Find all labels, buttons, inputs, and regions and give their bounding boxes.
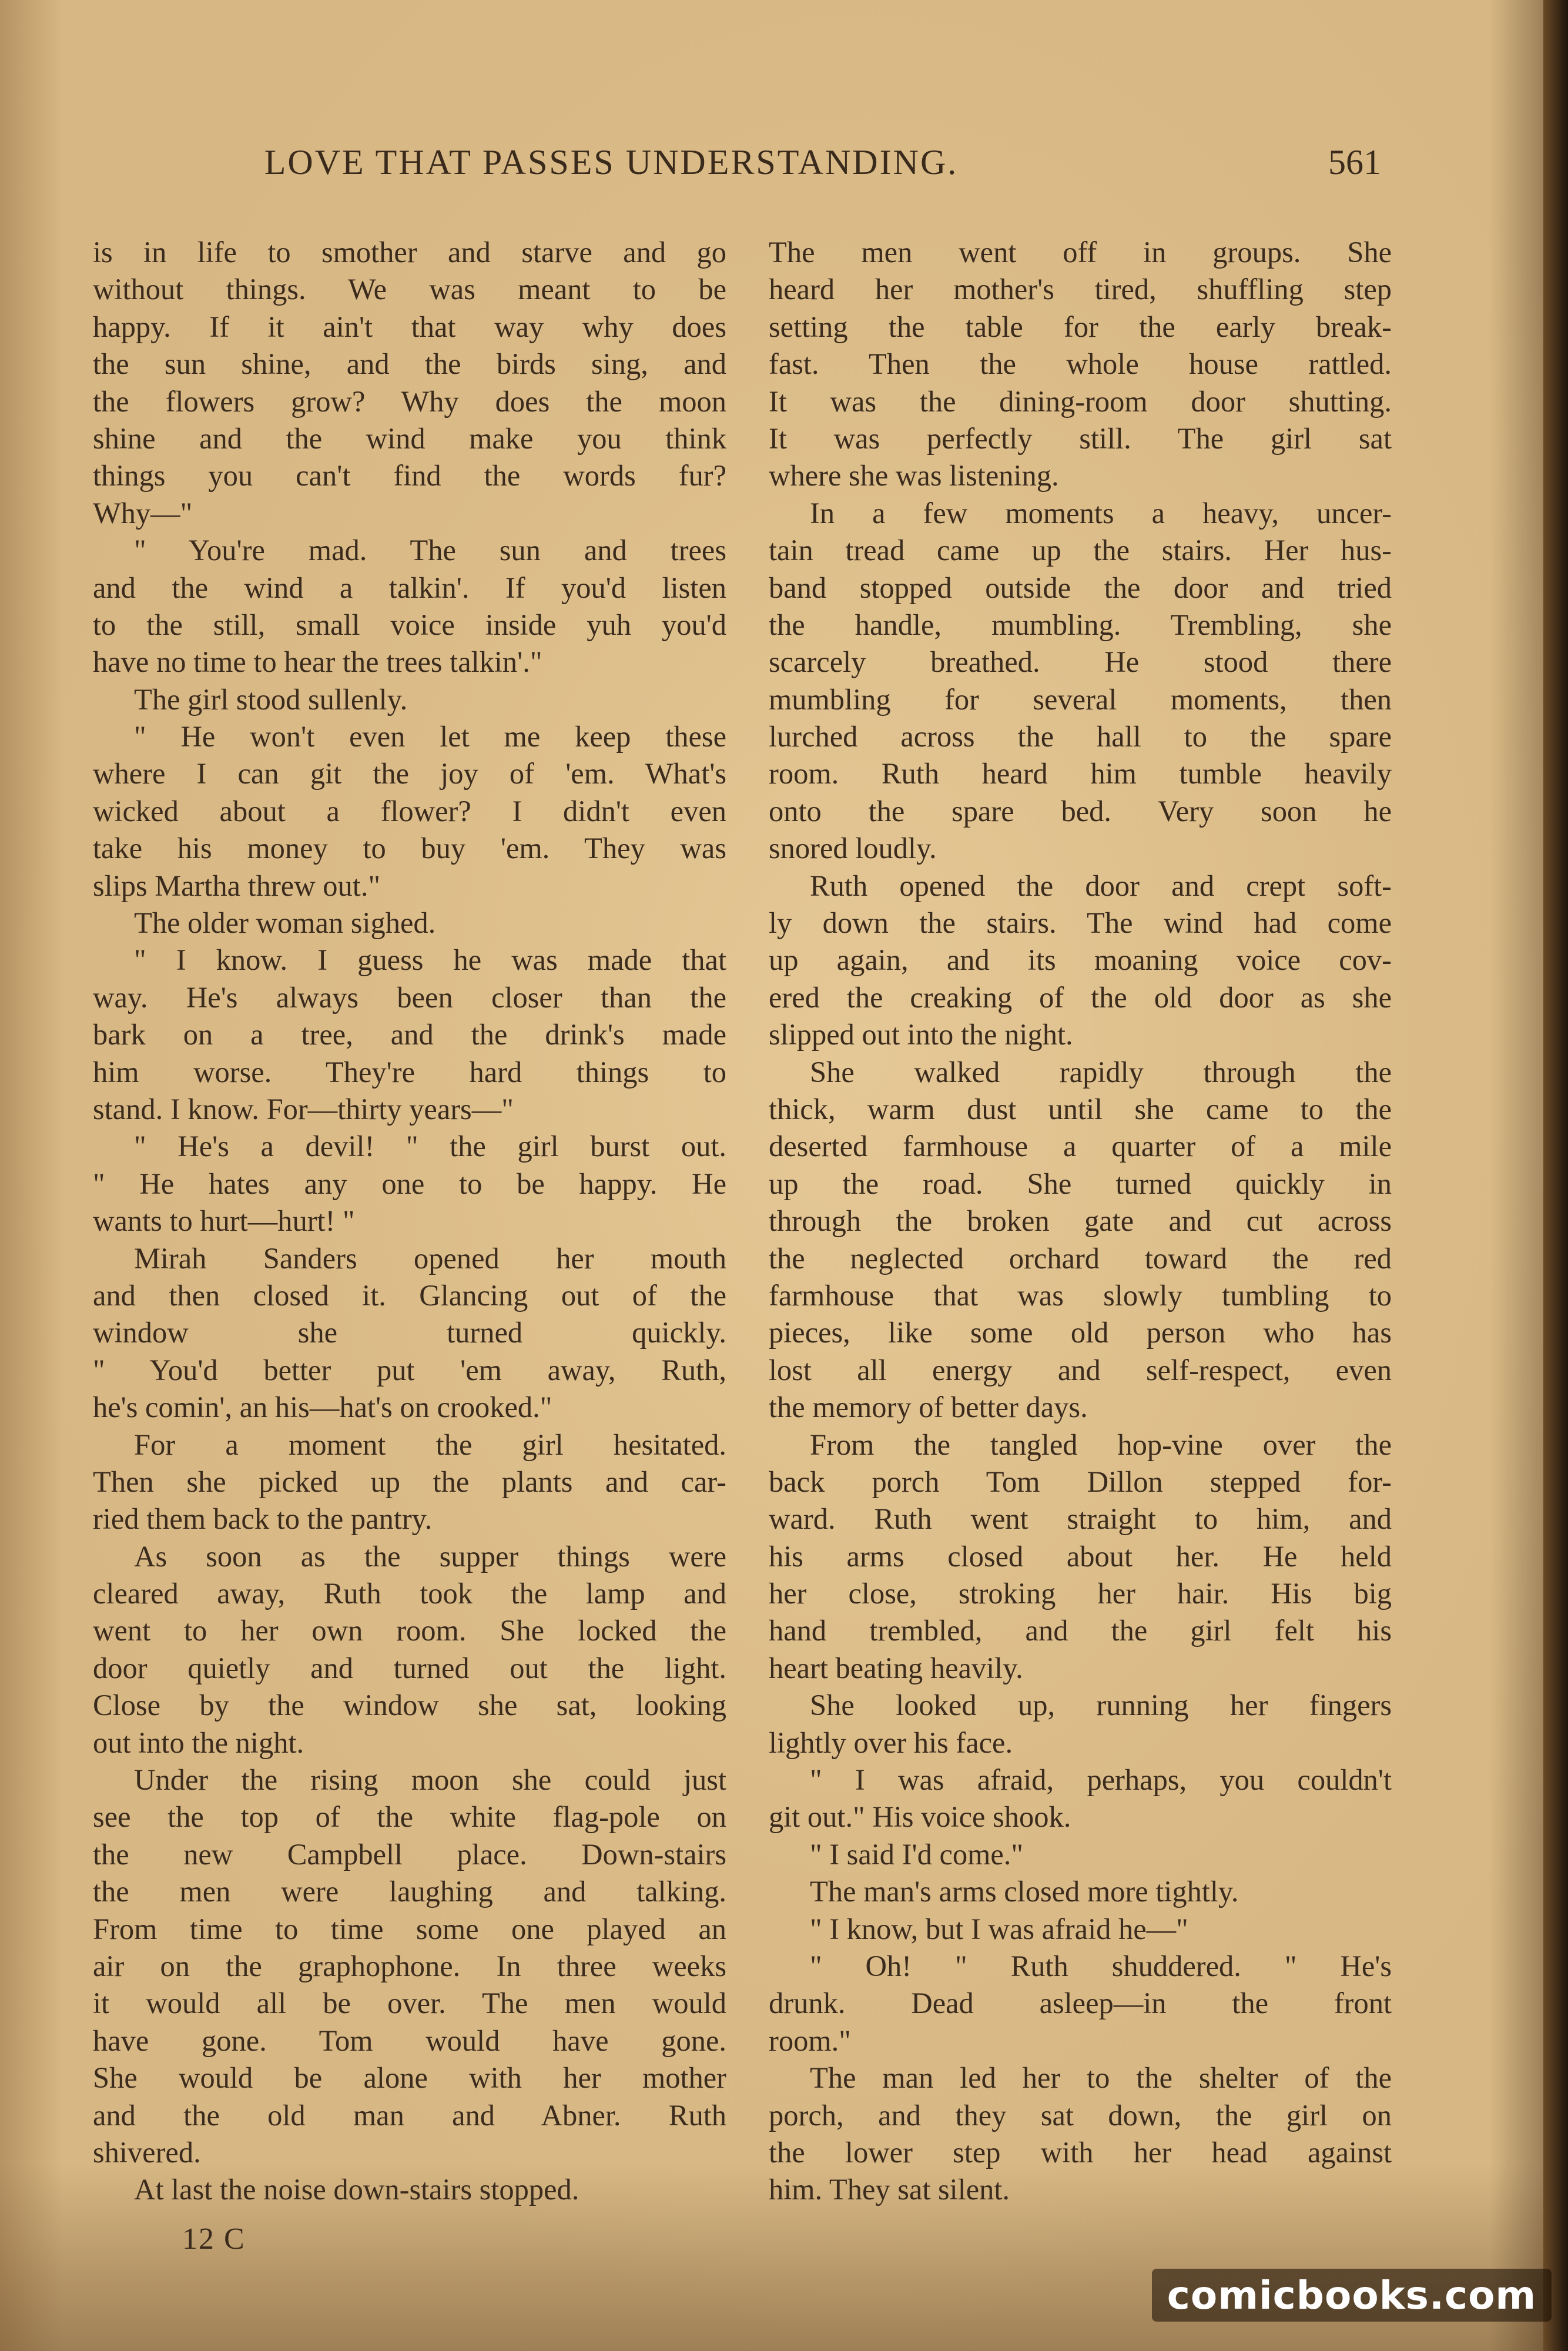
text-line: " You're mad. The sun and trees <box>134 534 726 567</box>
text-line: the men were laughing and talking. <box>93 1875 726 1908</box>
text-line: slipped out into the night. <box>769 1018 1073 1051</box>
text-line: farmhouse that was slowly tumbling to <box>769 1278 1392 1312</box>
text-line: through the broken gate and cut across <box>769 1204 1392 1238</box>
text-line: the handle, mumbling. Trembling, she <box>769 608 1392 641</box>
text-line: As soon as the supper things were <box>134 1539 726 1573</box>
text-line: bark on a tree, and the drink's made <box>93 1018 726 1051</box>
text-line: setting the table for the early break- <box>769 310 1392 343</box>
right-text-column <box>769 234 1392 2209</box>
text-line: ried them back to the pantry. <box>93 1502 433 1536</box>
text-line: " I know. I guess he was made that <box>134 943 726 977</box>
text-line: pieces, like some old person who has <box>769 1316 1392 1349</box>
text-line: up the road. She turned quickly in <box>769 1167 1392 1200</box>
text-line: way. He's always been closer than the <box>93 980 726 1014</box>
text-line: and then closed it. Glancing out of the <box>93 1278 726 1312</box>
text-line: heart beating heavily. <box>769 1651 1023 1684</box>
text-line: the flowers grow? Why does the moon <box>93 384 726 418</box>
text-line: deserted farmhouse a quarter of a mile <box>769 1130 1392 1163</box>
text-line: drunk. Dead asleep—in the front <box>769 1987 1392 2020</box>
text-line: have gone. Tom would have gone. <box>93 2024 726 2057</box>
text-line: thick, warm dust until she came to the <box>769 1092 1392 1126</box>
text-line: She looked up, running her fingers <box>810 1689 1392 1722</box>
text-line: band stopped outside the door and tried <box>769 571 1392 604</box>
text-line: porch, and they sat down, the girl on <box>769 2098 1392 2132</box>
watermark-badge <box>1152 2269 1552 2322</box>
text-line: he's comin', an his—hat's on crooked." <box>93 1391 552 1424</box>
text-line: It was the dining-room door shutting. <box>769 384 1392 418</box>
signature-mark: 12 C <box>182 2222 246 2256</box>
text-line: Close by the window she sat, looking <box>93 1689 726 1722</box>
text-line: lurched across the hall to the spare <box>769 720 1392 753</box>
text-line: For a moment the girl hesitated. <box>134 1428 726 1461</box>
text-line: without things. We was meant to be <box>93 273 726 306</box>
text-line: the lower step with her head against <box>769 2135 1392 2169</box>
text-line: The man's arms closed more tightly. <box>810 1875 1239 1908</box>
watermark-text: comicbooks.com <box>1167 2272 1537 2318</box>
text-line: " He won't even let me keep these <box>134 720 726 753</box>
text-line: wicked about a flower? I didn't even <box>93 794 726 828</box>
text-line: ered the creaking of the old door as she <box>769 980 1392 1014</box>
text-line: room." <box>769 2024 851 2057</box>
text-line: ward. Ruth went straight to him, and <box>769 1502 1392 1536</box>
text-line: From time to time some one played an <box>93 1912 726 1945</box>
text-line: " You'd better put 'em away, Ruth, <box>93 1353 726 1387</box>
text-line: " I said I'd come." <box>810 1837 1024 1871</box>
text-line: slips Martha threw out." <box>93 869 381 902</box>
text-line: " I was afraid, perhaps, you couldn't <box>810 1763 1392 1797</box>
text-line: From the tangled hop-vine over the <box>810 1428 1392 1461</box>
page-edge-shadow <box>1543 0 1568 2351</box>
text-line: The older woman sighed. <box>134 906 436 940</box>
text-line: have no time to hear the trees talkin'." <box>93 645 542 679</box>
text-line: stand. I know. For—thirty years—" <box>93 1092 514 1126</box>
text-line: shine and the wind make you think <box>93 421 726 455</box>
text-line: scarcely breathed. He stood there <box>769 645 1392 679</box>
text-line: The man led her to the shelter of the <box>810 2061 1392 2095</box>
text-line: things you can't find the words fur? <box>93 459 726 493</box>
text-line: is in life to smother and starve and go <box>93 236 726 269</box>
text-line: it would all be over. The men would <box>93 1987 726 2020</box>
text-line: the neglected orchard toward the red <box>769 1241 1392 1275</box>
text-line: " Oh! " Ruth shuddered. " He's <box>810 1949 1392 1982</box>
text-line: went to her own room. She locked the <box>93 1614 726 1647</box>
text-line: her close, stroking her hair. His big <box>769 1577 1392 1610</box>
text-line: The girl stood sullenly. <box>134 682 408 716</box>
text-line: shivered. <box>93 2135 201 2169</box>
text-line: door quietly and turned out the light. <box>93 1651 726 1684</box>
text-line: Ruth opened the door and crept soft- <box>810 869 1392 902</box>
text-line: The men went off in groups. She <box>769 236 1392 269</box>
text-line: In a few moments a heavy, uncer- <box>810 496 1392 530</box>
text-line: onto the spare bed. Very soon he <box>769 794 1392 828</box>
text-line: tain tread came up the stairs. Her hus- <box>769 534 1392 567</box>
text-line: Why—" <box>93 496 193 530</box>
text-line: fast. Then the whole house rattled. <box>769 347 1392 381</box>
text-line: the memory of better days. <box>769 1391 1088 1424</box>
text-line: up again, and its moaning voice cov- <box>769 943 1392 977</box>
text-line: snored loudly. <box>769 832 937 865</box>
text-line: the new Campbell place. Down-stairs <box>93 1837 726 1871</box>
text-line: see the top of the white flag-pole on <box>93 1800 726 1834</box>
text-line: hand trembled, and the girl felt his <box>769 1614 1392 1647</box>
text-line: It was perfectly still. The girl sat <box>769 421 1392 455</box>
text-line: and the wind a talkin'. If you'd listen <box>93 571 726 604</box>
running-header-title: LOVE THAT PASSES UNDERSTANDING. <box>264 143 959 182</box>
text-line: take his money to buy 'em. They was <box>93 832 726 865</box>
text-line: " I know, but I was afraid he—" <box>810 1912 1188 1945</box>
text-line: " He hates any one to be happy. He <box>93 1167 726 1200</box>
text-line: " He's a devil! " the girl burst out. <box>134 1130 726 1163</box>
text-line: out into the night. <box>93 1726 304 1759</box>
text-line: window she turned quickly. <box>93 1316 726 1349</box>
text-line: wants to hurt—hurt! " <box>93 1204 355 1238</box>
left-text-column <box>93 234 726 2209</box>
text-line: air on the graphophone. In three weeks <box>93 1949 726 1982</box>
text-line: ly down the stairs. The wind had come <box>769 906 1392 940</box>
text-line: She would be alone with her mother <box>93 2061 726 2095</box>
text-line: to the still, small voice inside yuh you'd <box>93 608 726 641</box>
text-line: happy. If it ain't that way why does <box>93 310 726 343</box>
text-line: him. They sat silent. <box>769 2173 1010 2206</box>
text-line: room. Ruth heard him tumble heavily <box>769 757 1392 791</box>
text-line: the sun shine, and the birds sing, and <box>93 347 726 381</box>
page-number: 561 <box>1328 143 1381 182</box>
text-line: Under the rising moon she could just <box>134 1763 726 1797</box>
text-line: him worse. They're hard things to <box>93 1055 726 1089</box>
text-line: back porch Tom Dillon stepped for- <box>769 1465 1392 1498</box>
text-line: At last the noise down-stairs stopped. <box>134 2173 579 2206</box>
text-line: heard her mother's tired, shuffling step <box>769 273 1392 306</box>
text-line: Mirah Sanders opened her mouth <box>134 1241 726 1275</box>
text-line: lightly over his face. <box>769 1726 1013 1759</box>
text-line: lost all energy and self-respect, even <box>769 1353 1392 1387</box>
text-line: and the old man and Abner. Ruth <box>93 2098 726 2132</box>
text-line: where I can git the joy of 'em. What's <box>93 757 726 791</box>
text-line: She walked rapidly through the <box>810 1055 1392 1089</box>
text-line: git out." His voice shook. <box>769 1800 1071 1834</box>
text-line: where she was listening. <box>769 459 1059 493</box>
text-line: mumbling for several moments, then <box>769 682 1392 716</box>
text-line: Then she picked up the plants and car- <box>93 1465 726 1498</box>
text-line: his arms closed about her. He held <box>769 1539 1392 1573</box>
text-line: cleared away, Ruth took the lamp and <box>93 1577 726 1610</box>
